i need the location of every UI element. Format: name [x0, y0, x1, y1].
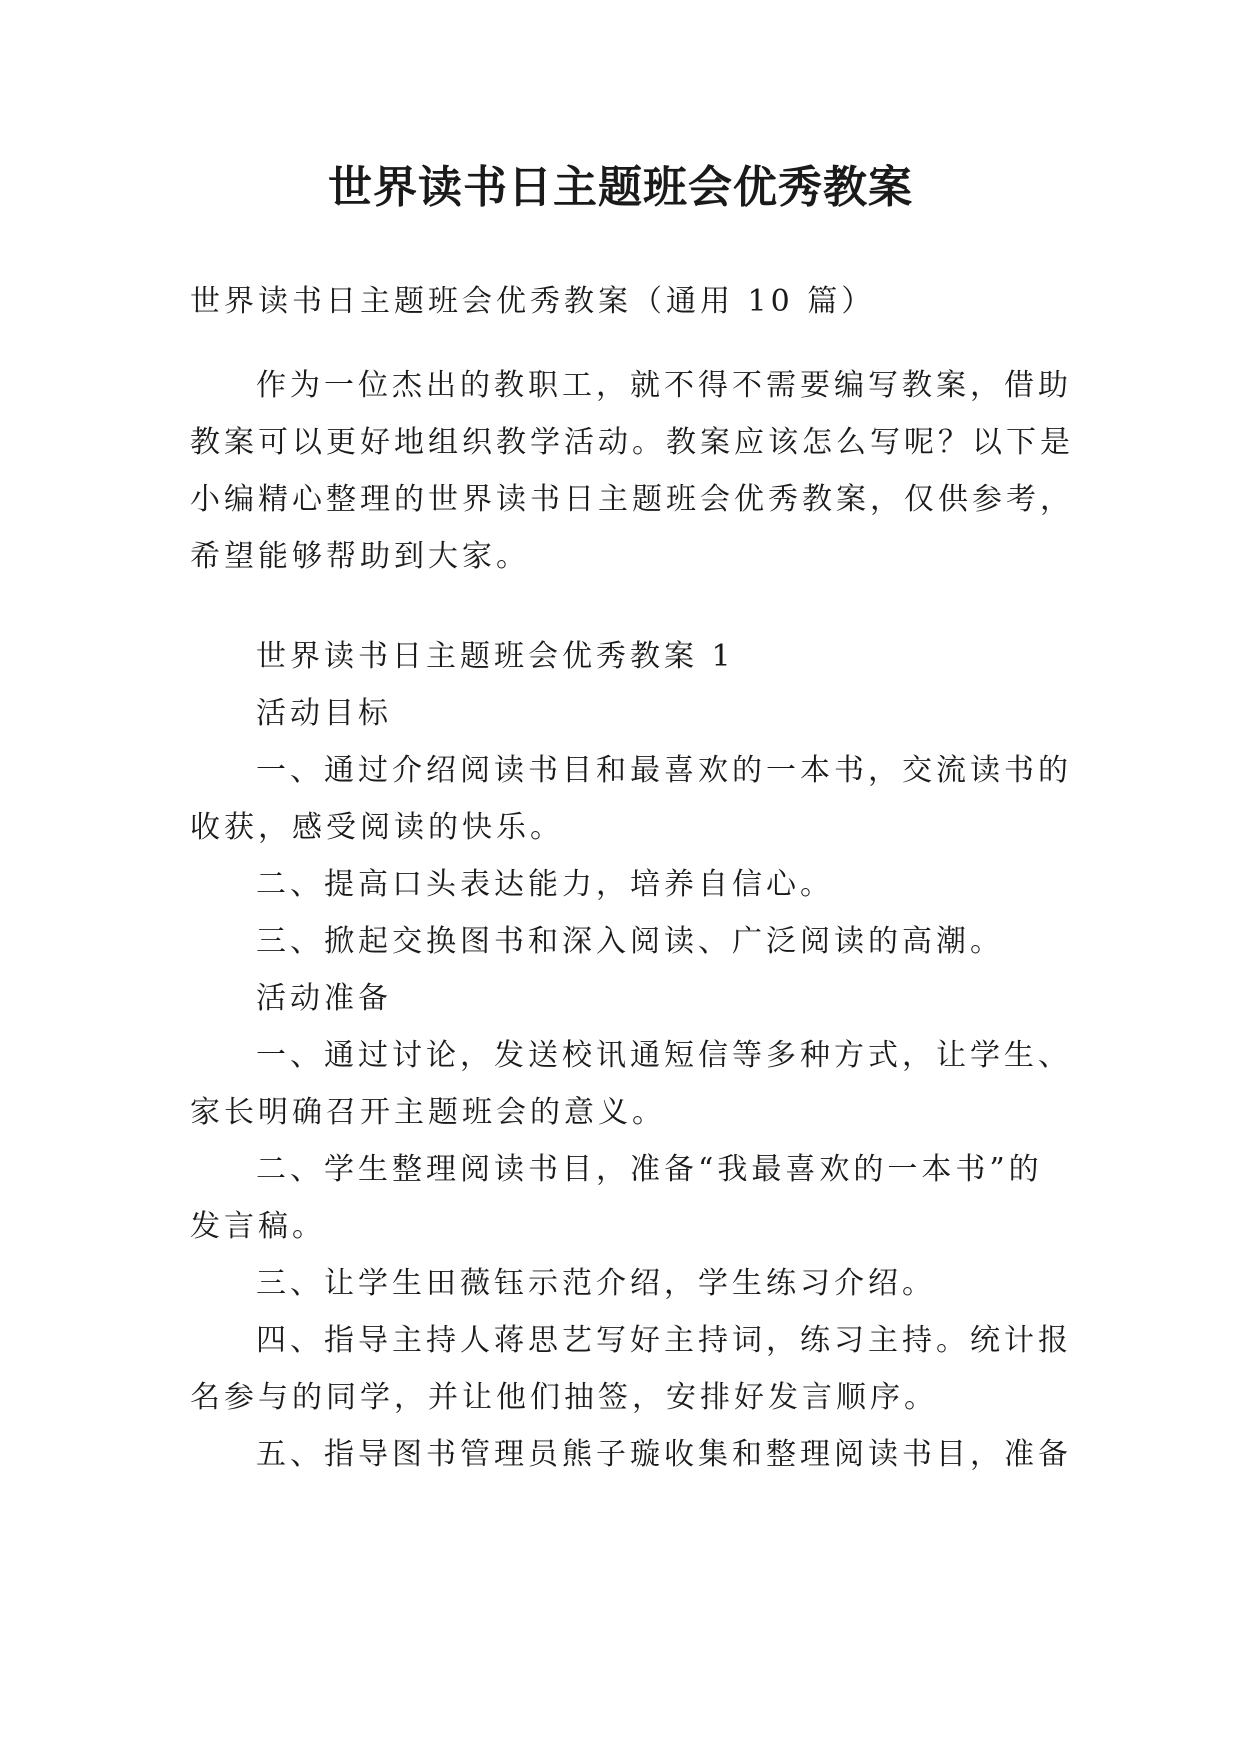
section-heading: 活动目标: [256, 696, 392, 731]
document-title: 世界读书日主题班会优秀教案: [328, 162, 913, 213]
section-heading: 世界读书日主题班会优秀教案 1: [256, 639, 735, 674]
paragraph-line: 二、提高口头表达能力，培养自信心。: [256, 867, 834, 902]
paragraph-line: 收获，感受阅读的快乐。: [190, 810, 564, 845]
paragraph-line: 三、让学生田薇钰示范介绍，学生练习介绍。: [256, 1266, 936, 1301]
document-subtitle: 世界读书日主题班会优秀教案（通用 10 篇）: [190, 284, 876, 319]
paragraph-line: 一、通过介绍阅读书目和最喜欢的一本书，交流读书的: [256, 753, 1072, 788]
paragraph-line: 希望能够帮助到大家。: [190, 539, 530, 574]
paragraph-line: 二、学生整理阅读书目，准备“我最喜欢的一本书”的: [256, 1152, 1043, 1187]
paragraph-line: 三、掀起交换图书和深入阅读、广泛阅读的高潮。: [256, 924, 1004, 959]
paragraph-line: 四、指导主持人蒋思艺写好主持词，练习主持。统计报: [256, 1323, 1072, 1358]
paragraph-line: 名参与的同学，并让他们抽签，安排好发言顺序。: [190, 1380, 938, 1415]
section-heading: 活动准备: [256, 981, 392, 1016]
paragraph-line: 五、指导图书管理员熊子璇收集和整理阅读书目，准备: [256, 1437, 1072, 1472]
paragraph-line: 作为一位杰出的教职工，就不得不需要编写教案，借助: [256, 368, 1072, 403]
paragraph-line: 教案可以更好地组织教学活动。教案应该怎么写呢？以下是: [190, 425, 1074, 460]
paragraph-line: 家长明确召开主题班会的意义。: [190, 1095, 666, 1130]
paragraph-line: 小编精心整理的世界读书日主题班会优秀教案，仅供参考，: [190, 482, 1074, 517]
paragraph-line: 一、通过讨论，发送校讯通短信等多种方式，让学生、: [256, 1038, 1072, 1073]
paragraph-line: 发言稿。: [190, 1209, 326, 1244]
